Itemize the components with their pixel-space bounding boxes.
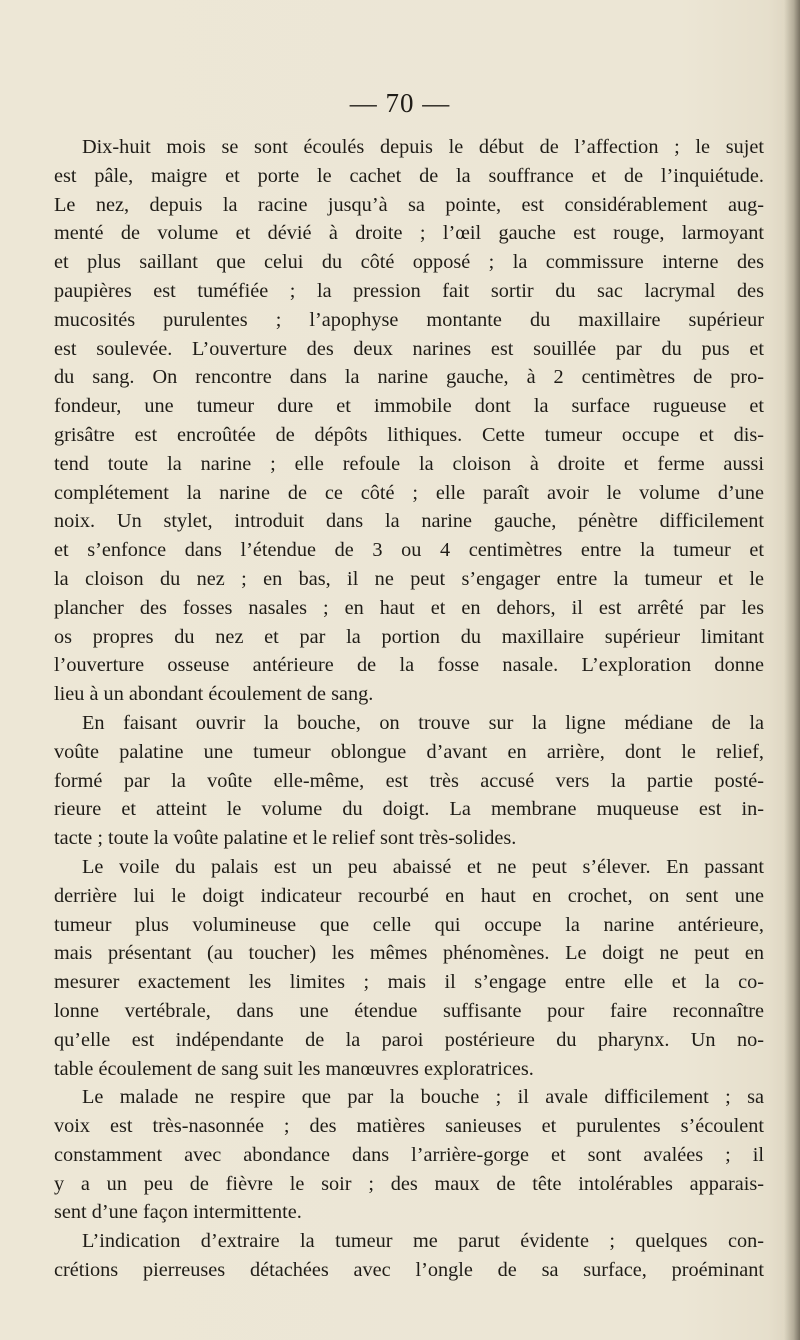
text-line: la cloison du nez ; en bas, il ne peut s’engager entre la tumeur et le xyxy=(54,567,764,590)
text-line: mucosités purulentes ; l’apophyse montante du maxillaire supérieur xyxy=(54,308,764,331)
text-line: os propres du nez et par la portion du maxillaire supérieur limitant xyxy=(54,625,764,648)
page-number: — 70 — xyxy=(349,88,451,118)
text-line: et s’enfonce dans l’étendue de 3 ou 4 centimètres entre la tumeur et xyxy=(54,539,764,562)
text-line: sent d’une façon intermittente. xyxy=(54,1201,302,1224)
text-line: fondeur, une tumeur dure et immobile dont la surface rugueuse et xyxy=(54,395,764,418)
text-line: Le nez, depuis la racine jusqu’à sa pointe, est considérablement aug- xyxy=(54,193,764,216)
text-line: y a un peu de fièvre le soir ; des maux de tête intolérables apparais- xyxy=(54,1172,764,1195)
text-line: rieure et atteint le volume du doigt. La membrane muqueuse est in- xyxy=(54,798,764,821)
text-line: mais présentant (au toucher) les mêmes phénomènes. Le doigt ne peut en xyxy=(54,942,764,965)
text-line: derrière lui le doigt indicateur recourbé en haut en crochet, on sent une xyxy=(54,884,764,907)
text-line: formé par la voûte elle-même, est très accusé vers la partie posté- xyxy=(54,769,764,792)
text-line: lieu à un abondant écoulement de sang. xyxy=(54,683,374,706)
text-line: grisâtre est encroûtée de dépôts lithiques. Cette tumeur occupe et dis- xyxy=(54,423,764,446)
text-line: voix est très-nasonnée ; des matières sanieuses et purulentes s’écoulent xyxy=(54,1115,764,1138)
text-line: constamment avec abondance dans l’arrière-gorge et sont avalées ; il xyxy=(54,1143,764,1166)
text-line: est pâle, maigre et porte le cachet de la souffrance et de l’inquiétude. xyxy=(54,164,764,187)
text-line: crétions pierreuses détachées avec l’ongle de sa surface, proéminant xyxy=(54,1259,764,1282)
text-line: l’ouverture osseuse antérieure de la fosse nasale. L’exploration donne xyxy=(54,654,764,677)
text-line: mesurer exactement les limites ; mais il s’engage entre elle et la co- xyxy=(54,971,764,994)
text-line: tumeur plus volumineuse que celle qui occupe la narine antérieure, xyxy=(54,913,764,936)
text-line: lonne vertébrale, dans une étendue suffisante pour faire reconnaître xyxy=(54,999,764,1022)
text-line: Le voile du palais est un peu abaissé et ne peut s’élever. En passant xyxy=(82,855,764,878)
text-line: En faisant ouvrir la bouche, on trouve sur la ligne médiane de la xyxy=(82,711,764,734)
text-line: complétement la narine de ce côté ; elle paraît avoir le volume d’une xyxy=(54,481,764,504)
text-line: menté de volume et dévié à droite ; l’œil gauche est rouge, larmoyant xyxy=(54,222,764,245)
text-line: voûte palatine une tumeur oblongue d’avant en arrière, dont le relief, xyxy=(54,740,764,763)
text-line: paupières est tuméfiée ; la pression fait sortir du sac lacrymal des xyxy=(54,279,764,302)
text-line: L’indication d’extraire la tumeur me parut évidente ; quelques con- xyxy=(82,1230,764,1253)
text-line: est soulevée. L’ouverture des deux narines est souillée par du pus et xyxy=(54,337,764,360)
text-line: noix. Un stylet, introduit dans la narine gauche, pénètre difficilement xyxy=(54,510,764,533)
body-text xyxy=(54,133,764,1285)
text-line: Le malade ne respire que par la bouche ; il avale difficilement ; sa xyxy=(82,1086,764,1109)
text-line: table écoulement de sang suit les manœuvres exploratrices. xyxy=(54,1057,534,1080)
text-line: tend toute la narine ; elle refoule la cloison à droite et ferme aussi xyxy=(54,452,764,475)
text-line: qu’elle est indépendante de la paroi postérieure du pharynx. Un no- xyxy=(54,1028,764,1051)
text-line: du sang. On rencontre dans la narine gauche, à 2 centimètres de pro- xyxy=(54,366,764,389)
text-line: Dix-huit mois se sont écoulés depuis le début de l’affection ; le sujet xyxy=(82,136,764,158)
text-line: et plus saillant que celui du côté opposé ; la commissure interne des xyxy=(54,251,764,274)
text-line: tacte ; toute la voûte palatine et le relief sont très-solides. xyxy=(54,827,517,850)
page-edge-shadow xyxy=(784,0,800,1340)
text-line: plancher des fosses nasales ; en haut et en dehors, il est arrêté par les xyxy=(54,596,764,619)
